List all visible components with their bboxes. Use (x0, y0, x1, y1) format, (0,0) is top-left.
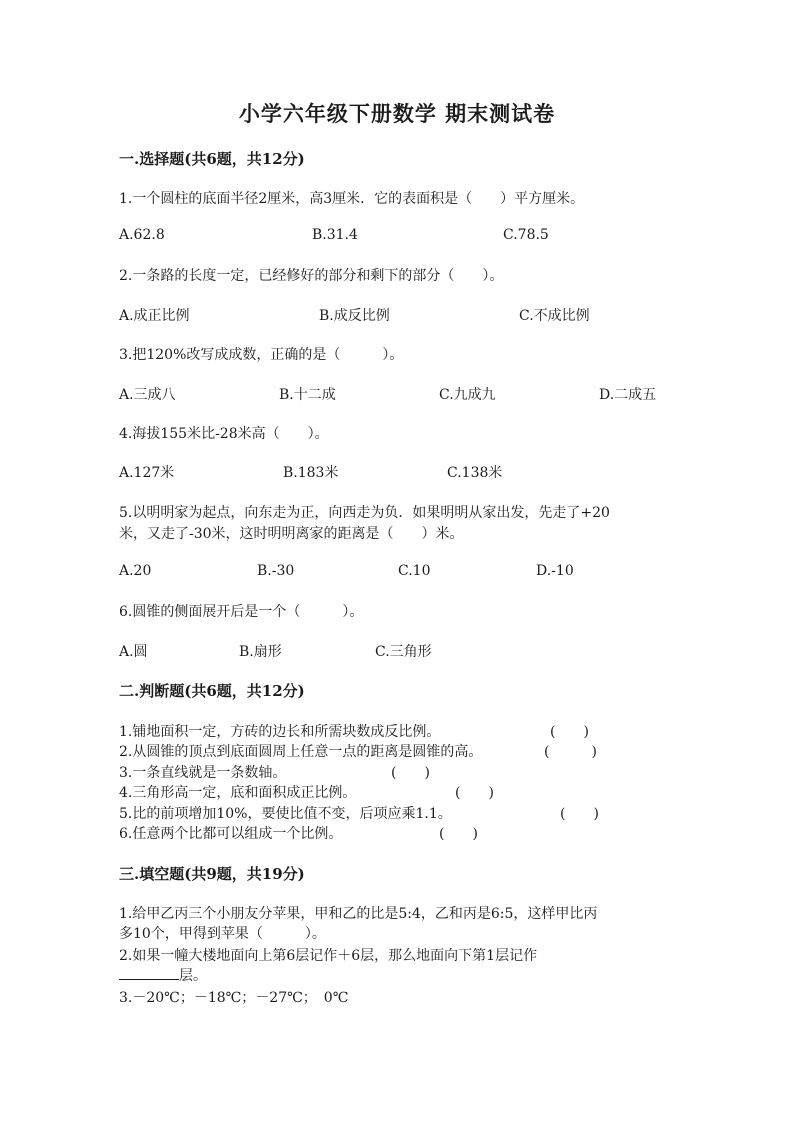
question-3: 3.把120%改写成成数，正确的是（ ）。 (119, 347, 404, 363)
option-b: B.十二成 (279, 387, 336, 403)
answer-paren: ( ) (391, 765, 430, 781)
fill-question-3: 3.－20℃；－18℃；－27℃； 0℃ (119, 990, 349, 1006)
option-d: D.二成五 (599, 387, 657, 403)
section-heading-fill-blank: 三.填空题(共9题，共19分) (119, 865, 305, 883)
answer-paren: ( ) (455, 785, 494, 801)
option-c: C.138米 (447, 465, 503, 481)
judgment-4: 4.三角形高一定，底和面积成正比例。 (119, 785, 357, 801)
judgment-1: 1.铺地面积一定，方砖的边长和所需块数成反比例。 (119, 724, 441, 740)
answer-paren: ( ) (439, 826, 478, 842)
judgment-6: 6.任意两个比都可以组成一个比例。 (119, 826, 343, 842)
judgment-5: 5.比的前项增加10%，要使比值不变，后项应乘1.1。 (119, 806, 452, 822)
section-heading-true-false: 二.判断题(共6题，共12分) (119, 682, 305, 700)
question-2: 2.一条路的长度一定，已经修好的部分和剩下的部分（ ）。 (119, 268, 504, 284)
question-4: 4.海拔155米比-28米高（ ）。 (119, 426, 329, 442)
fill-question-2-suffix: 层。 (179, 968, 207, 984)
answer-paren: ( ) (560, 806, 599, 822)
fill-question-1-line-2: 多10个，甲得到苹果（ ）。 (119, 926, 326, 942)
option-a: A.62.8 (119, 227, 165, 243)
option-b: B.成反比例 (319, 308, 390, 324)
option-d: D.-10 (536, 563, 574, 579)
fill-question-2-line-2 (119, 965, 207, 985)
option-a: A.20 (119, 563, 152, 579)
option-c: C.78.5 (503, 227, 549, 243)
section-heading-choice: 一.选择题(共6题，共12分) (119, 150, 305, 168)
question-5-line-2: 米，又走了-30米，这时明明离家的距离是（ ）米。 (119, 526, 464, 542)
fill-question-1-line-1: 1.给甲乙丙三个小朋友分苹果，甲和乙的比是5:4，乙和丙是6:5，这样甲比丙 (119, 906, 598, 922)
answer-paren: ( ) (544, 744, 597, 760)
judgment-3: 3.一条直线就是一条数轴。 (119, 765, 287, 781)
option-c: C.不成比例 (519, 308, 590, 324)
judgment-2: 2.从圆锥的顶点到底面圆周上任意一点的距离是圆锥的高。 (119, 744, 483, 760)
option-b: B.-30 (257, 563, 295, 579)
question-5-line-1: 5.以明明家为起点，向东走为正，向西走为负．如果明明从家出发，先走了+20 (119, 505, 610, 521)
option-c: C.九成九 (439, 387, 496, 403)
page-title: 小学六年级下册数学 期末测试卷 (238, 101, 556, 126)
option-a: A.127米 (119, 465, 175, 481)
option-b: B.31.4 (312, 227, 358, 243)
fill-question-2-line-1: 2.如果一幢大楼地面向上第6层记作＋6层，那么地面向下第1层记作 (119, 948, 538, 964)
option-c: C.三角形 (375, 644, 432, 660)
option-a: A.成正比例 (119, 308, 190, 324)
question-6: 6.圆锥的侧面展开后是一个（ ）。 (119, 604, 364, 620)
answer-blank (119, 965, 179, 980)
option-c: C.10 (398, 563, 431, 579)
option-a: A.圆 (119, 644, 148, 660)
option-b: B.183米 (283, 465, 339, 481)
option-b: B.扇形 (239, 644, 282, 660)
question-1: 1.一个圆柱的底面半径2厘米，高3厘米．它的表面积是（ ）平方厘米。 (119, 191, 585, 207)
answer-paren: ( ) (550, 724, 589, 740)
option-a: A.三成八 (119, 387, 176, 403)
